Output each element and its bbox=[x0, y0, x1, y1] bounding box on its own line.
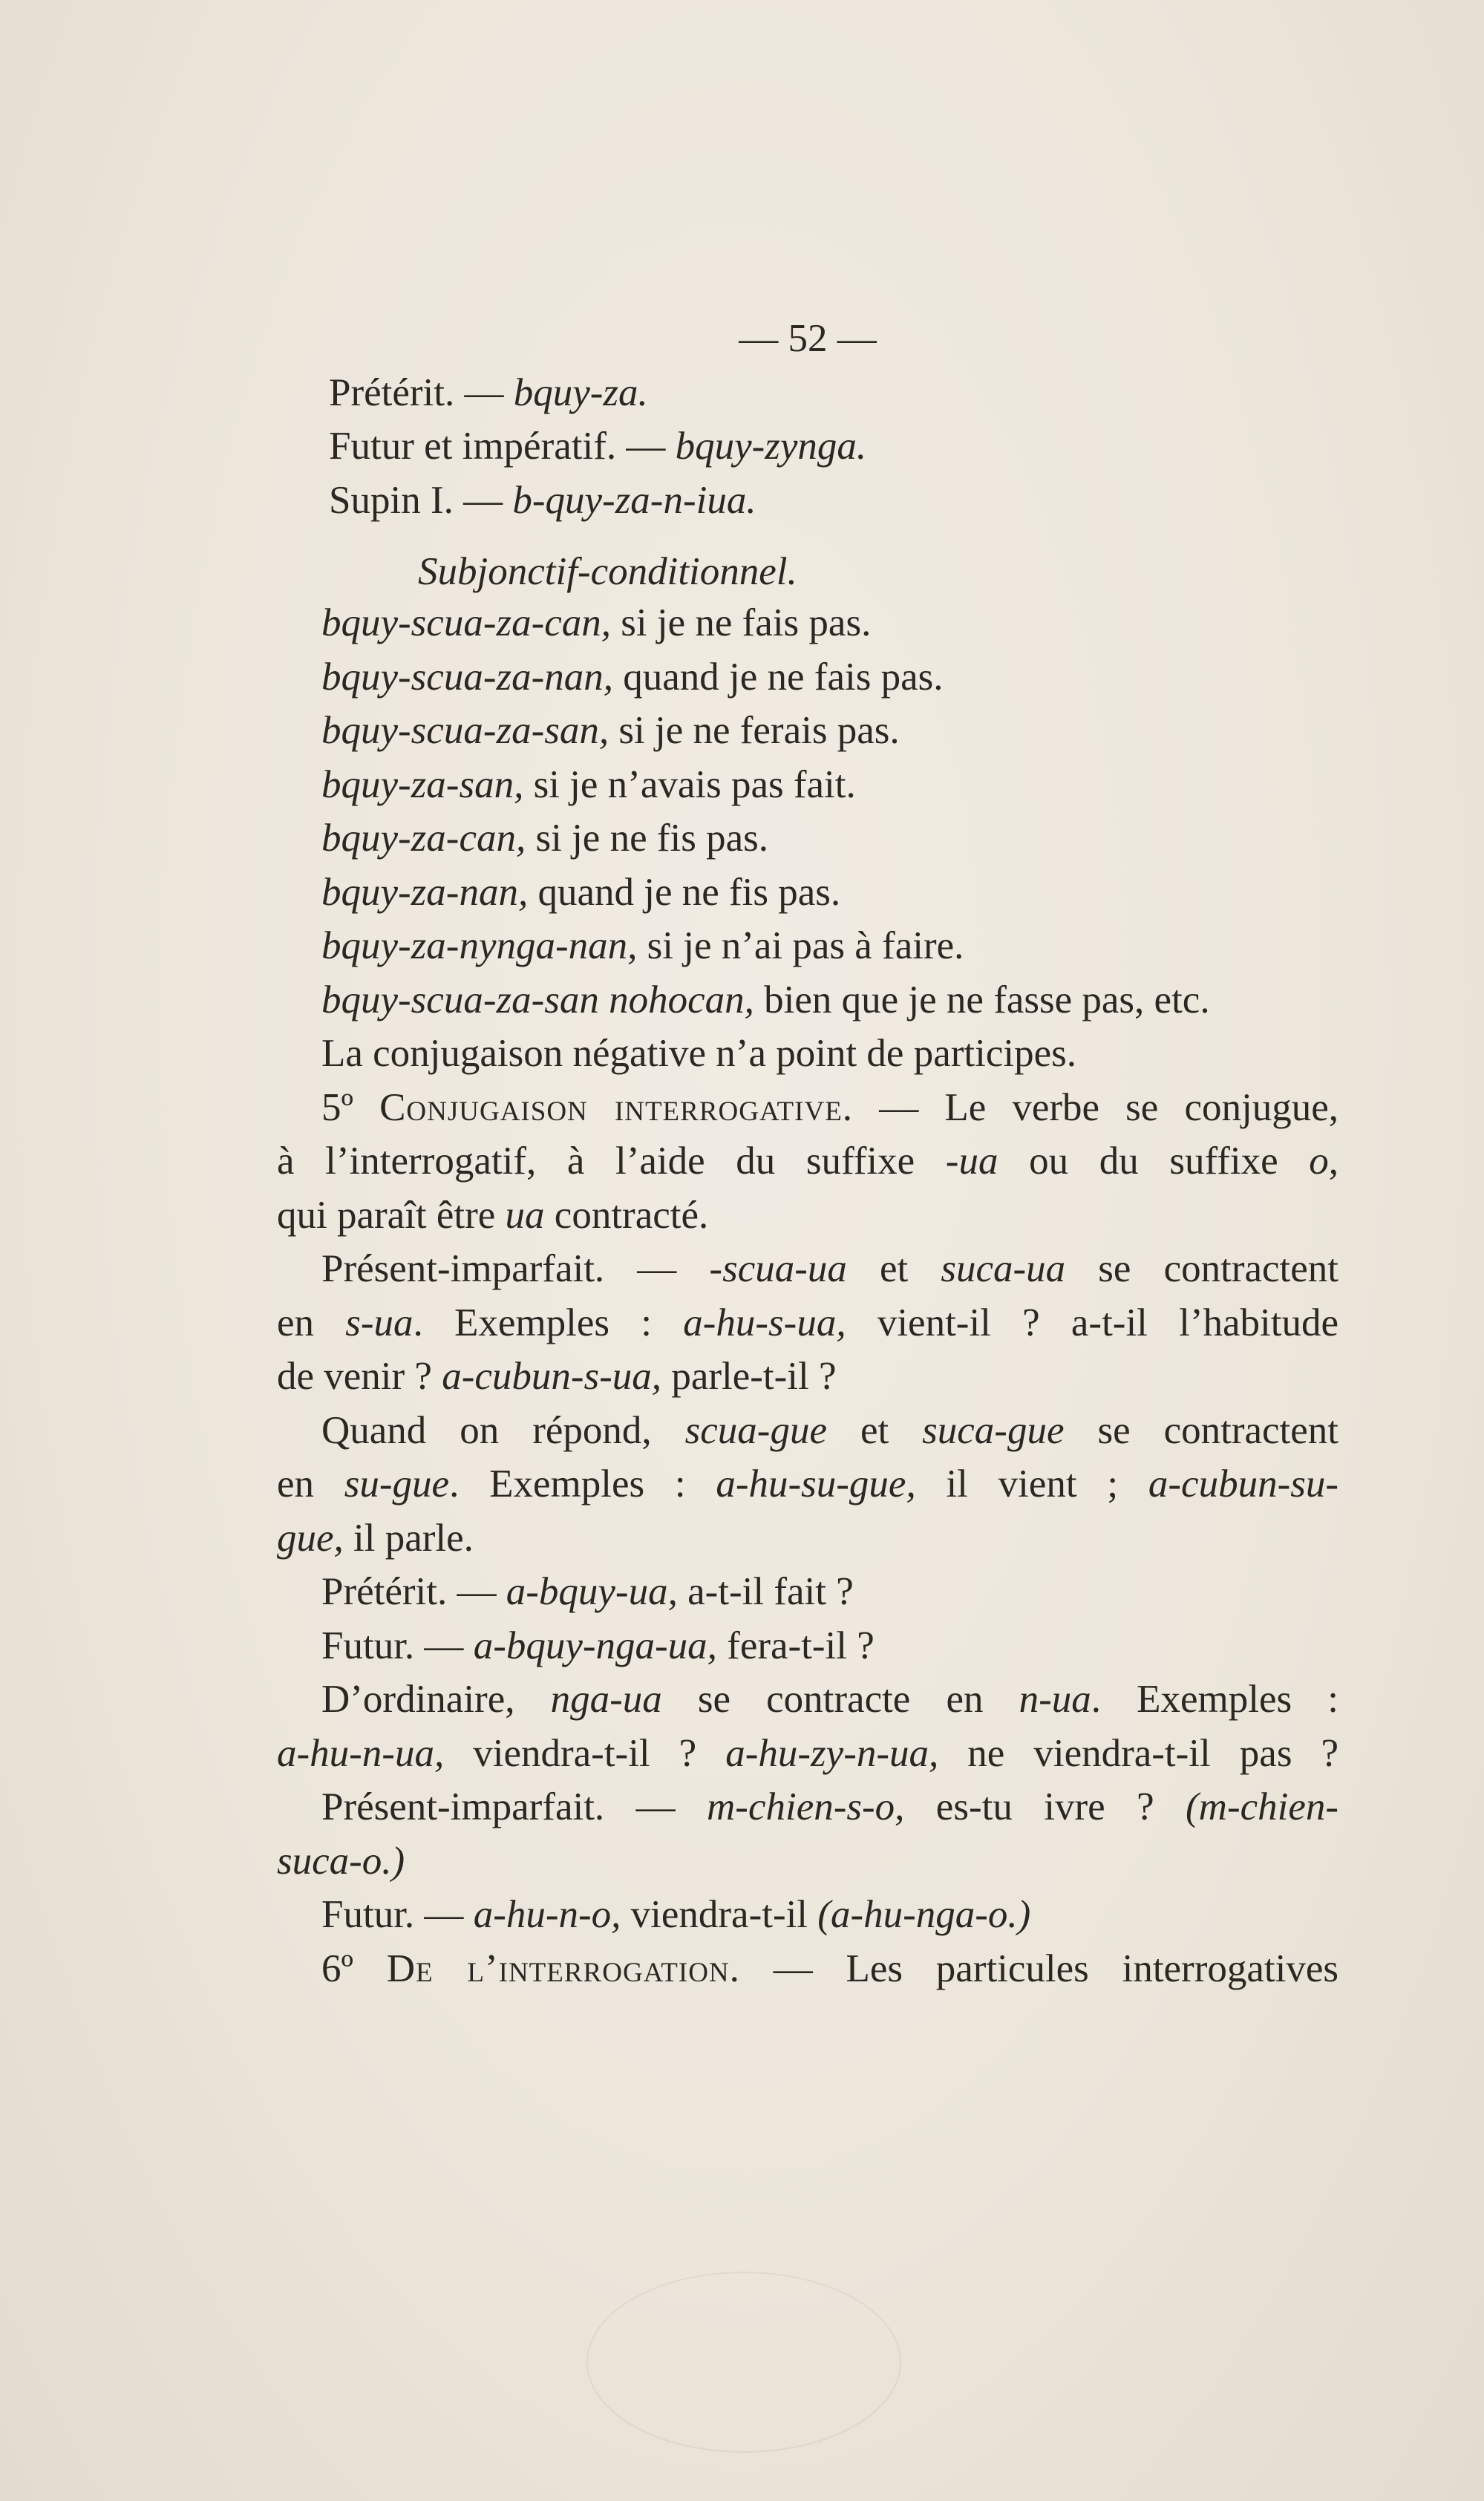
text-line: qui paraît être ua contracté. bbox=[277, 1193, 709, 1237]
text-line: bquy-za-nan, quand je ne fis pas. bbox=[321, 870, 841, 914]
text-line: Prétérit. — bquy-za. bbox=[329, 370, 648, 414]
page-text bbox=[277, 312, 1338, 1995]
text-line: bquy-scua-za-san nohocan, bien que je ne fasse pas, etc. bbox=[321, 978, 1210, 1021]
text-line: en su-gue. Exemples : a-hu-su-gue, il vient ; a-cubun-su- bbox=[277, 1462, 1338, 1505]
text-line: à l’interrogatif, à l’aide du suffixe -ua ou du suffixe o, bbox=[277, 1140, 1338, 1183]
text-line: a-hu-n-ua, viendra-t-il ? a-hu-zy-n-ua, ne viendra-t-il pas ? bbox=[277, 1731, 1339, 1775]
text-line: bquy-za-san, si je n’avais pas fait. bbox=[321, 762, 856, 806]
page-number: — 52 — bbox=[739, 317, 877, 360]
text-line: suca-o.) bbox=[277, 1839, 405, 1883]
section-heading: Subjonctif-conditionnel. bbox=[418, 550, 797, 593]
text-line: Futur. — a-hu-n-o, viendra-t-il (a-hu-nga-o.) bbox=[321, 1893, 1031, 1936]
text-line: bquy-za-nynga-nan, si je n’ai pas à faire. bbox=[321, 924, 964, 967]
text-line: bquy-scua-za-nan, quand je ne fais pas. bbox=[321, 655, 944, 699]
text-line: Futur et impératif. — bquy-zynga. bbox=[329, 425, 867, 468]
text-line: D’ordinaire, nga-ua se contracte en n-ua. Exemples : bbox=[321, 1678, 1338, 1721]
text-line: bquy-scua-za-san, si je ne ferais pas. bbox=[321, 709, 900, 752]
text-line: bquy-za-can, si je ne fis pas. bbox=[321, 817, 769, 860]
text-line: Présent-imparfait. — -scua-ua et suca-ua se contractent bbox=[321, 1247, 1338, 1290]
text-line: Prétérit. — a-bquy-ua, a-t-il fait ? bbox=[321, 1570, 854, 1613]
text-line: 6º De l’interrogation. — Les particules interrogatives bbox=[321, 1946, 1338, 1990]
text-line: Futur. — a-bquy-nga-ua, fera-t-il ? bbox=[321, 1624, 875, 1667]
text-line: La conjugaison négative n’a point de participes. bbox=[321, 1032, 1076, 1075]
text-line: Présent-imparfait. — m-chien-s-o, es-tu ivre ? (m-chien- bbox=[321, 1785, 1339, 1828]
text-line: gue, il parle. bbox=[277, 1516, 474, 1560]
text-line: Quand on répond, scua-gue et suca-gue se contractent bbox=[321, 1408, 1338, 1452]
faded-library-stamp bbox=[586, 2272, 901, 2453]
text-line: bquy-scua-za-can, si je ne fais pas. bbox=[321, 601, 872, 644]
text-line: de venir ? a-cubun-s-ua, parle-t-il ? bbox=[277, 1355, 837, 1398]
text-line: 5º Conjugaison interrogative. — Le verbe se conjugue, bbox=[321, 1085, 1338, 1129]
text-line: en s-ua. Exemples : a-hu-s-ua, vient-il ? a-t-il l’habitude bbox=[277, 1301, 1338, 1344]
text-line: Supin I. — b-quy-za-n-iua. bbox=[329, 478, 756, 522]
